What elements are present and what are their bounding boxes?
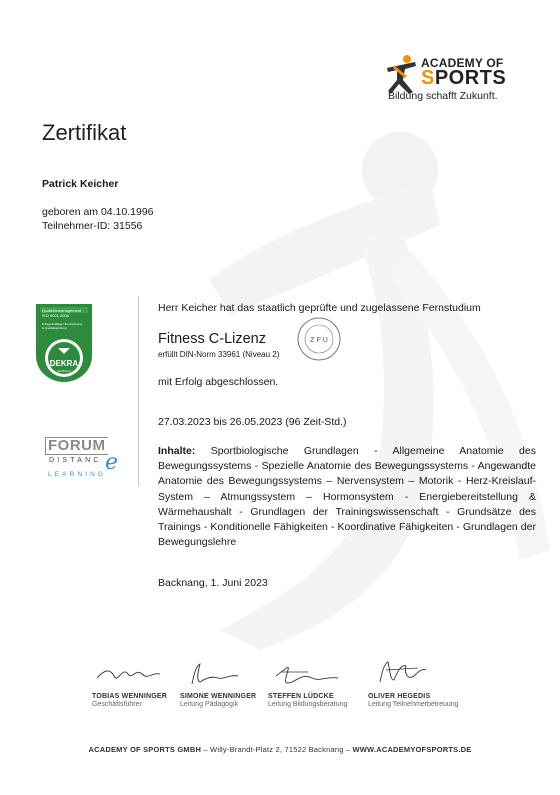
signatory-role: Leitung Pädagogik	[180, 701, 238, 708]
signatory-role: Leitung Teilnehmerbetreuung	[368, 701, 459, 708]
svg-text:● Qualitätsprüfung: ● Qualitätsprüfung	[42, 326, 67, 330]
forum-learning: LEARNING	[48, 471, 107, 478]
signature-block	[268, 656, 378, 708]
signature-icon	[92, 656, 172, 692]
svg-text:Z F U: Z F U	[310, 337, 328, 344]
logo-line-2	[421, 67, 506, 90]
svg-text:● Regelmäßige Überwachung: ● Regelmäßige Überwachung	[42, 322, 82, 326]
logo-s-letter: S	[421, 67, 435, 89]
logo-line-1: ACADEMY OF	[421, 56, 504, 70]
norm-text: erfüllt DIN-Norm 33961 (Niveau 2)	[158, 350, 280, 359]
academy-logo	[385, 54, 535, 106]
svg-text:Qualitätsmanagement: Qualitätsmanagement	[42, 308, 82, 313]
place-date: Backnang, 1. Juni 2023	[158, 577, 268, 589]
zfu-stamp-icon	[296, 316, 342, 362]
participant-id: Teilnehmer-ID: 31556	[42, 220, 143, 232]
watermark-figure	[200, 130, 560, 690]
signature-block	[368, 656, 478, 708]
dekra-seal-icon	[36, 304, 92, 382]
svg-text:DEKRA: DEKRA	[49, 359, 79, 368]
signature-icon	[368, 656, 448, 692]
completed-text: mit Erfolg abgeschlossen.	[158, 376, 279, 388]
footer	[0, 745, 560, 754]
contents-text: Sportbiologische Grundlagen - Allgemeine Anatomie des Bewegungssystems - Spezielle Anatomie des Bewegungssystems - Angewandte Anatomie des Bewegungssystems – Nervensystem – Motorik - Herz-Kreislauf-System – Atmungssystem – Hormonsystem - Energiebereitstellung & Wärmehaushalt - Grundlagen der Trainingswissenschaft - Grundsätze des Trainings - Konditionelle Fähigkeiten - Koordinative Fähigkeiten - Grundlagen der Bewegungslehre	[158, 445, 536, 549]
signatory-name: TOBIAS WENNINGER	[92, 693, 168, 700]
signature-icon	[268, 656, 348, 692]
logo-tagline: Bildung schafft Zukunft.	[388, 90, 498, 102]
footer-company: ACADEMY OF SPORTS GMBH	[88, 745, 202, 754]
signatory-role: Leitung Bildungsberatung	[268, 701, 348, 708]
svg-text:Zertifiziert: Zertifiziert	[57, 369, 71, 373]
birth-date: geboren am 04.10.1996	[42, 206, 154, 218]
forum-distance-learning-logo	[45, 437, 123, 483]
forum-e: e	[105, 450, 119, 475]
forum-distance: DISTANC	[49, 457, 102, 464]
contents-label: Inhalte:	[158, 445, 196, 457]
logo-line-2-rest: PORTS	[434, 67, 507, 89]
svg-text:ISO 9001:2008: ISO 9001:2008	[42, 313, 69, 318]
signatory-name: OLIVER HEGEDIS	[368, 693, 431, 700]
page-title: Zertifikat	[42, 120, 127, 145]
course-dates: 27.03.2023 bis 26.05.2023 (96 Zeit-Std.)	[158, 416, 347, 428]
forum-word: FORUM	[45, 437, 108, 455]
signatory-name: SIMONE WENNINGER	[180, 693, 257, 700]
signatory-role: Geschäftsführer	[92, 701, 142, 708]
footer-website: WWW.ACADEMYOFSPORTS.DE	[352, 745, 472, 754]
footer-address: – Willy-Brandt-Platz 2, 71522 Backnang –	[201, 745, 353, 754]
divider-line	[138, 296, 139, 486]
signature-icon	[180, 656, 260, 692]
intro-text: Herr Keicher hat das staatlich geprüfte und zugelassene Fernstudium	[158, 302, 481, 314]
signatory-name: STEFFEN LÜDCKE	[268, 693, 334, 700]
course-name: Fitness C-Lizenz	[158, 331, 266, 347]
participant-name: Patrick Keicher	[42, 178, 119, 190]
course-contents	[158, 444, 536, 550]
